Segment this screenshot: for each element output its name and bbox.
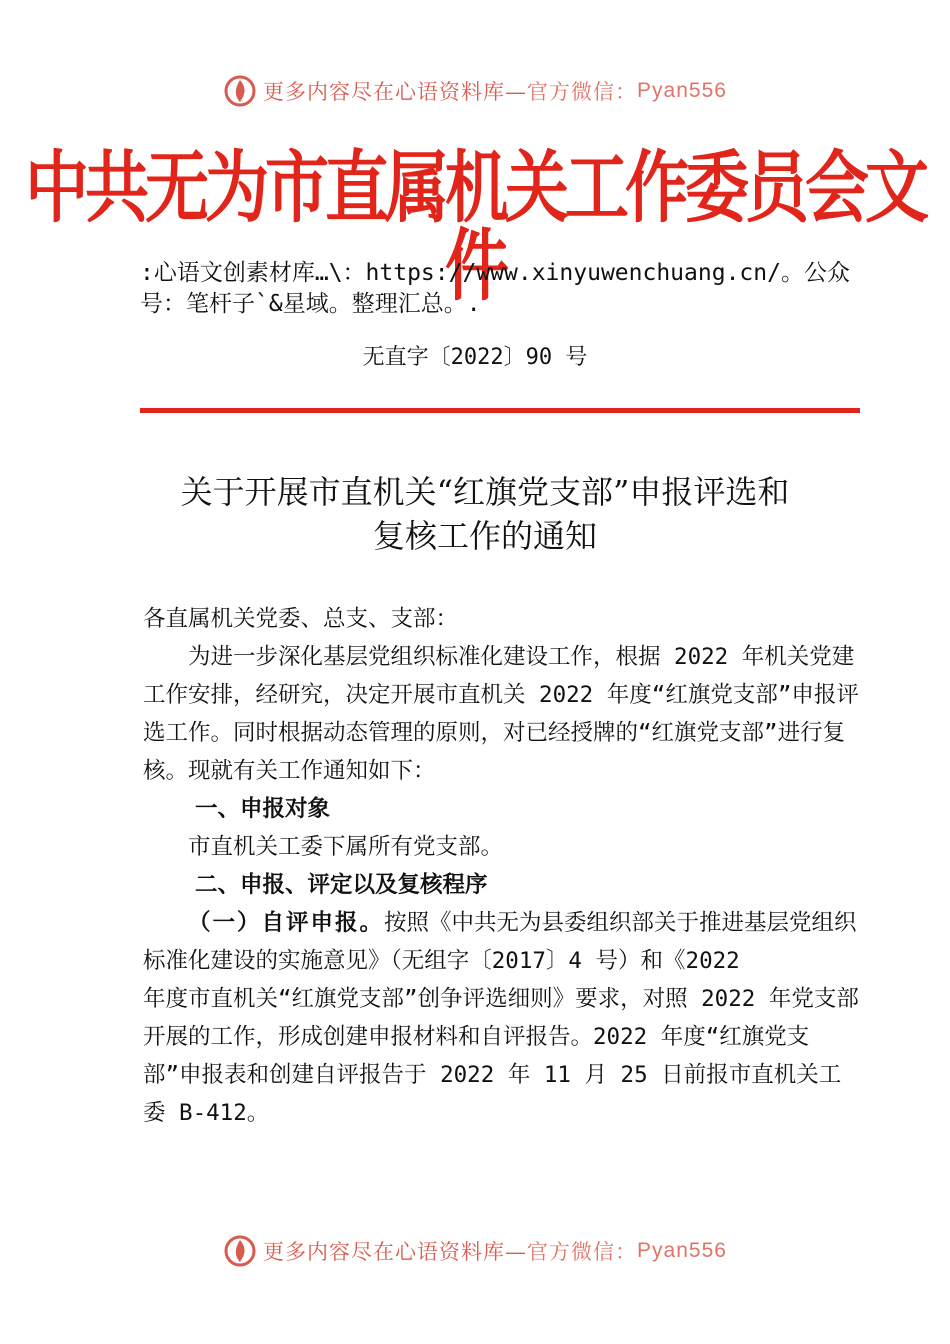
salutation: 各直属机关党委、总支、支部： [143, 606, 459, 632]
watermark-wechat-id: Pyan556 [637, 79, 727, 102]
subsection1-continuation: 年度市直机关“红旗党支部”创争评选细则》要求，对照 2022 年党支部开展的工作，形成创建申报材料和自评报告。2022 年度“红旗党支部”申报表和创建自评报告于 2022 年 11 月 25 日前报市直机关工委 B-412。 [143, 986, 859, 1126]
watermark-top [0, 74, 950, 108]
watermark-text: 更多内容尽在心语资料库— [263, 1240, 528, 1264]
notice-title-line2: 复核工作的通知 [372, 517, 597, 555]
document-masthead: 中共无为市直属机关工作委员会文件 [25, 143, 925, 313]
flame-circle-icon [223, 1234, 257, 1268]
notice-title-line1: 关于开展市直机关“红旗党支部”申报评选和 [180, 473, 790, 511]
notice-title [120, 470, 850, 558]
section1-heading: 一、申报对象 [195, 796, 331, 822]
red-separator-line [140, 408, 860, 413]
subsection1-paragraph [143, 904, 863, 980]
section2-heading: 二、申报、评定以及复核程序 [195, 872, 488, 898]
subsection1-lead: （一）自评申报。 [188, 910, 385, 936]
watermark-wechat-label: 官方微信： [527, 1241, 638, 1264]
source-line: :心语文创素材库…\：https://www.xinyuwenchuang.cn/。公众号：笔杆子`&星域。整理汇总。. [140, 260, 850, 317]
watermark-wechat-label: 官方微信： [527, 81, 638, 104]
flame-circle-icon [223, 74, 257, 108]
watermark-wechat-id: Pyan556 [637, 1239, 727, 1262]
watermark-text: 更多内容尽在心语资料库— [263, 80, 528, 104]
document-number: 无直字〔2022〕90 号 [362, 345, 588, 370]
section1-text: 市直机关工委下属所有党支部。 [188, 834, 504, 860]
notice-body [143, 600, 863, 1132]
intro-paragraph: 为进一步深化基层党组织标准化建设工作，根据 2022 年机关党建工作安排，经研究，决定开展市直机关 2022 年度“红旗党支部”申报评选工作。同时根据动态管理的原则，对已经授牌的“红旗党支部”进行复核。现就有关工作通知如下： [143, 644, 859, 784]
subsection1-text-a: 按照《中共无为县委组织部关于推进基层党组织标准化建设的实施意见》（无组字〔2017〕4 号）和《2022 [143, 910, 857, 974]
watermark-bottom [0, 1234, 950, 1268]
